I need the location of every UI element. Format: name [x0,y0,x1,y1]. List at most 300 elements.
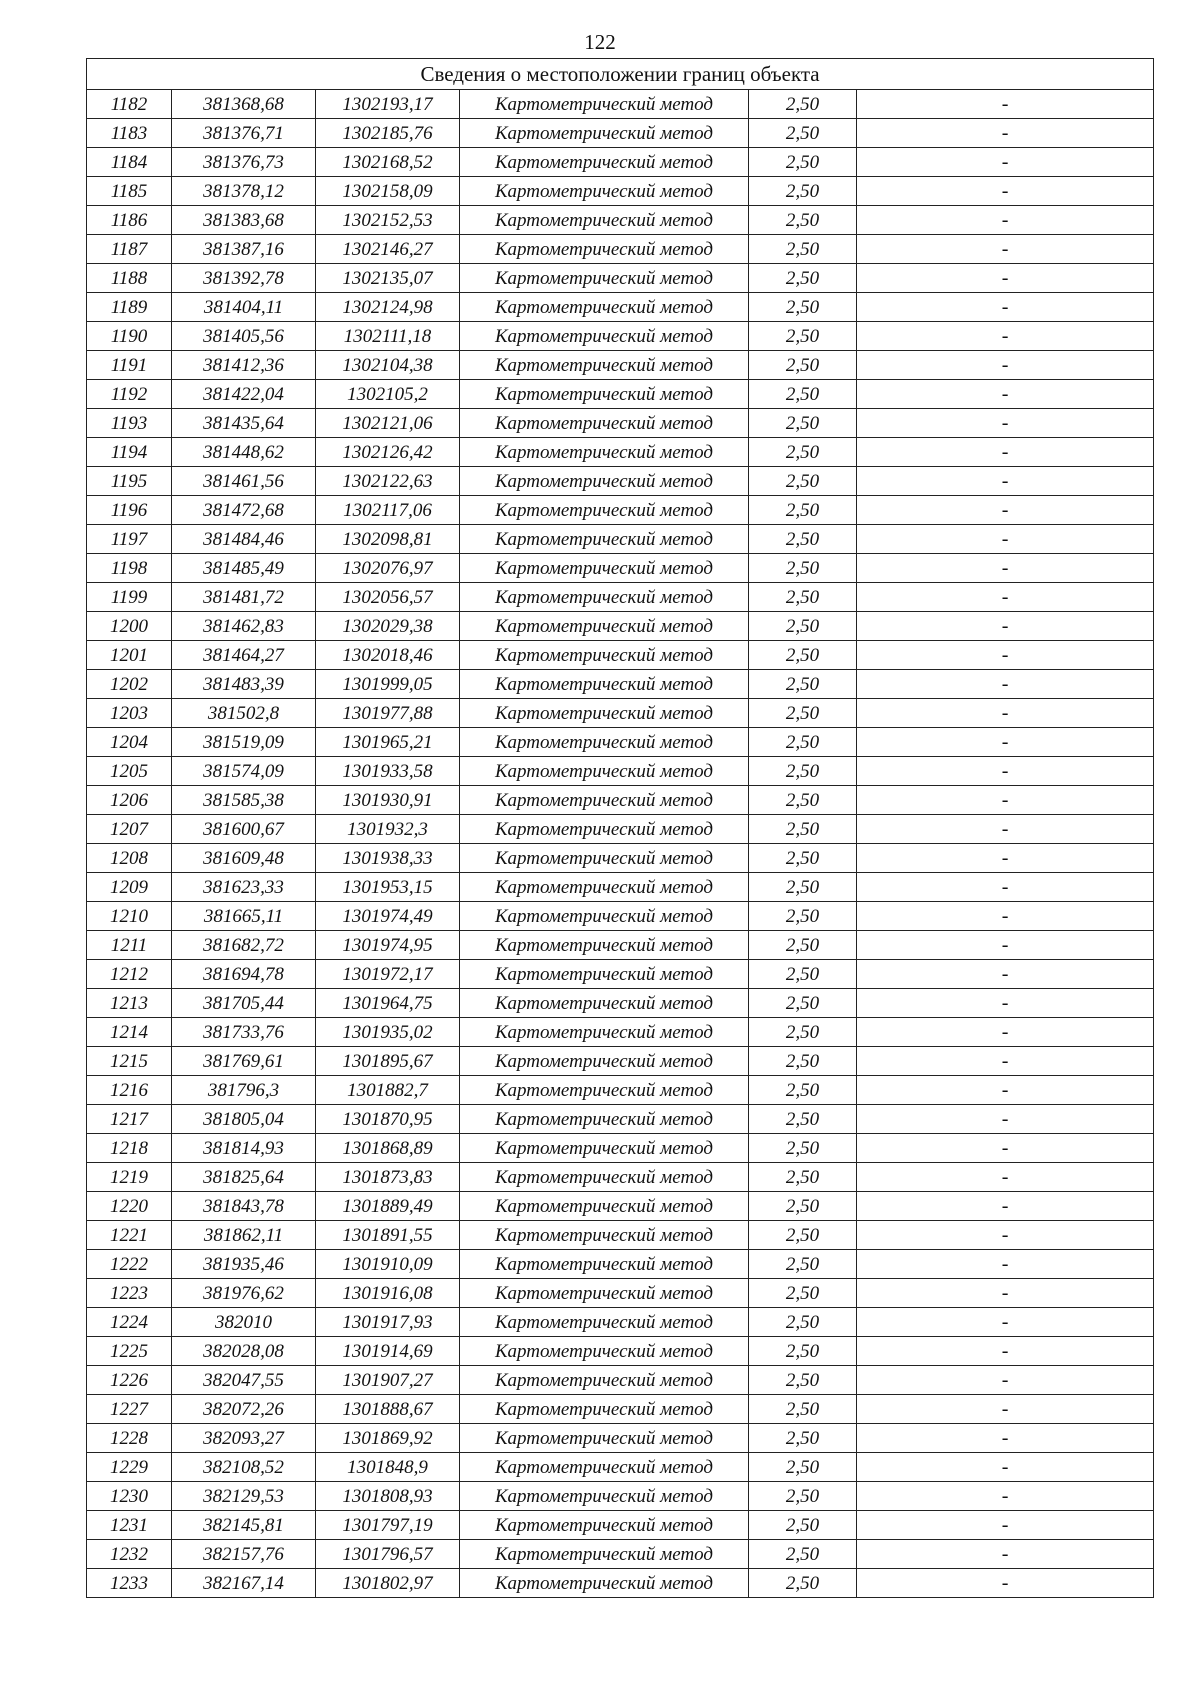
point-number-cell: 1222 [87,1250,172,1279]
x-coordinate-cell: 381502,8 [172,699,316,728]
method-cell: Картометрический метод [460,1395,749,1424]
x-coordinate-cell: 381422,04 [172,380,316,409]
table-row [87,554,1154,583]
x-coordinate-cell: 381769,61 [172,1047,316,1076]
y-coordinate-cell: 1301796,57 [316,1540,460,1569]
x-coordinate-cell: 381935,46 [172,1250,316,1279]
table-row [87,409,1154,438]
y-coordinate-cell: 1302185,76 [316,119,460,148]
point-number-cell: 1192 [87,380,172,409]
x-coordinate-cell: 381519,09 [172,728,316,757]
y-coordinate-cell: 1302111,18 [316,322,460,351]
method-cell: Картометрический метод [460,960,749,989]
description-cell: - [857,699,1154,728]
x-coordinate-cell: 381862,11 [172,1221,316,1250]
method-cell: Картометрический метод [460,467,749,496]
point-number-cell: 1198 [87,554,172,583]
y-coordinate-cell: 1302098,81 [316,525,460,554]
accuracy-cell: 2,50 [749,1047,857,1076]
accuracy-cell: 2,50 [749,1308,857,1337]
y-coordinate-cell: 1302105,2 [316,380,460,409]
description-cell: - [857,1482,1154,1511]
y-coordinate-cell: 1302124,98 [316,293,460,322]
method-cell: Картометрический метод [460,1540,749,1569]
table-row [87,1279,1154,1308]
accuracy-cell: 2,50 [749,1134,857,1163]
description-cell: - [857,438,1154,467]
description-cell: - [857,1192,1154,1221]
method-cell: Картометрический метод [460,1424,749,1453]
table-title-row [87,59,1154,90]
table-row [87,1076,1154,1105]
table-row [87,525,1154,554]
accuracy-cell: 2,50 [749,525,857,554]
y-coordinate-cell: 1302104,38 [316,351,460,380]
accuracy-cell: 2,50 [749,1279,857,1308]
description-cell: - [857,1366,1154,1395]
description-cell: - [857,786,1154,815]
accuracy-cell: 2,50 [749,844,857,873]
method-cell: Картометрический метод [460,1047,749,1076]
x-coordinate-cell: 381484,46 [172,525,316,554]
description-cell: - [857,757,1154,786]
x-coordinate-cell: 381600,67 [172,815,316,844]
y-coordinate-cell: 1302076,97 [316,554,460,583]
table-row [87,931,1154,960]
accuracy-cell: 2,50 [749,1076,857,1105]
boundary-coordinates-table [86,58,1154,1598]
method-cell: Картометрический метод [460,1250,749,1279]
description-cell: - [857,293,1154,322]
accuracy-cell: 2,50 [749,1366,857,1395]
accuracy-cell: 2,50 [749,583,857,612]
method-cell: Картометрический метод [460,931,749,960]
x-coordinate-cell: 382010 [172,1308,316,1337]
description-cell: - [857,1337,1154,1366]
method-cell: Картометрический метод [460,1279,749,1308]
description-cell: - [857,844,1154,873]
method-cell: Картометрический метод [460,264,749,293]
table-row [87,1366,1154,1395]
method-cell: Картометрический метод [460,1308,749,1337]
x-coordinate-cell: 382093,27 [172,1424,316,1453]
description-cell: - [857,1076,1154,1105]
table-row [87,960,1154,989]
y-coordinate-cell: 1301916,08 [316,1279,460,1308]
y-coordinate-cell: 1302029,38 [316,612,460,641]
x-coordinate-cell: 382047,55 [172,1366,316,1395]
description-cell: - [857,1424,1154,1453]
accuracy-cell: 2,50 [749,409,857,438]
table-row [87,1395,1154,1424]
accuracy-cell: 2,50 [749,1453,857,1482]
y-coordinate-cell: 1301868,89 [316,1134,460,1163]
x-coordinate-cell: 382108,52 [172,1453,316,1482]
method-cell: Картометрический метод [460,554,749,583]
y-coordinate-cell: 1301917,93 [316,1308,460,1337]
point-number-cell: 1191 [87,351,172,380]
table-row [87,206,1154,235]
point-number-cell: 1212 [87,960,172,989]
point-number-cell: 1186 [87,206,172,235]
y-coordinate-cell: 1301977,88 [316,699,460,728]
y-coordinate-cell: 1301889,49 [316,1192,460,1221]
y-coordinate-cell: 1301935,02 [316,1018,460,1047]
description-cell: - [857,235,1154,264]
point-number-cell: 1197 [87,525,172,554]
accuracy-cell: 2,50 [749,1395,857,1424]
accuracy-cell: 2,50 [749,1540,857,1569]
table-row [87,1221,1154,1250]
x-coordinate-cell: 381378,12 [172,177,316,206]
method-cell: Картометрический метод [460,641,749,670]
x-coordinate-cell: 382129,53 [172,1482,316,1511]
table-row [87,1337,1154,1366]
method-cell: Картометрический метод [460,757,749,786]
method-cell: Картометрический метод [460,496,749,525]
method-cell: Картометрический метод [460,844,749,873]
point-number-cell: 1190 [87,322,172,351]
description-cell: - [857,467,1154,496]
accuracy-cell: 2,50 [749,235,857,264]
point-number-cell: 1227 [87,1395,172,1424]
table-row [87,119,1154,148]
y-coordinate-cell: 1302146,27 [316,235,460,264]
point-number-cell: 1211 [87,931,172,960]
x-coordinate-cell: 381392,78 [172,264,316,293]
x-coordinate-cell: 381412,36 [172,351,316,380]
table-row [87,1308,1154,1337]
method-cell: Картометрический метод [460,612,749,641]
table-row [87,757,1154,786]
y-coordinate-cell: 1301938,33 [316,844,460,873]
description-cell: - [857,960,1154,989]
accuracy-cell: 2,50 [749,815,857,844]
description-cell: - [857,380,1154,409]
table-row [87,641,1154,670]
table-row [87,989,1154,1018]
point-number-cell: 1184 [87,148,172,177]
y-coordinate-cell: 1301974,49 [316,902,460,931]
point-number-cell: 1231 [87,1511,172,1540]
x-coordinate-cell: 381376,71 [172,119,316,148]
method-cell: Картометрический метод [460,1163,749,1192]
accuracy-cell: 2,50 [749,351,857,380]
description-cell: - [857,641,1154,670]
table-row [87,438,1154,467]
point-number-cell: 1219 [87,1163,172,1192]
x-coordinate-cell: 381376,73 [172,148,316,177]
y-coordinate-cell: 1301882,7 [316,1076,460,1105]
accuracy-cell: 2,50 [749,1424,857,1453]
description-cell: - [857,90,1154,119]
table-row [87,1105,1154,1134]
method-cell: Картометрический метод [460,1221,749,1250]
x-coordinate-cell: 381705,44 [172,989,316,1018]
point-number-cell: 1188 [87,264,172,293]
method-cell: Картометрический метод [460,1569,749,1598]
x-coordinate-cell: 381405,56 [172,322,316,351]
point-number-cell: 1220 [87,1192,172,1221]
method-cell: Картометрический метод [460,351,749,380]
accuracy-cell: 2,50 [749,554,857,583]
y-coordinate-cell: 1302056,57 [316,583,460,612]
method-cell: Картометрический метод [460,728,749,757]
table-row [87,380,1154,409]
description-cell: - [857,1453,1154,1482]
point-number-cell: 1228 [87,1424,172,1453]
accuracy-cell: 2,50 [749,1192,857,1221]
accuracy-cell: 2,50 [749,1511,857,1540]
x-coordinate-cell: 381585,38 [172,786,316,815]
accuracy-cell: 2,50 [749,902,857,931]
description-cell: - [857,931,1154,960]
table-row [87,90,1154,119]
description-cell: - [857,1250,1154,1279]
point-number-cell: 1204 [87,728,172,757]
y-coordinate-cell: 1302121,06 [316,409,460,438]
table-row [87,873,1154,902]
y-coordinate-cell: 1301873,83 [316,1163,460,1192]
table-row [87,1511,1154,1540]
x-coordinate-cell: 381843,78 [172,1192,316,1221]
accuracy-cell: 2,50 [749,757,857,786]
accuracy-cell: 2,50 [749,1105,857,1134]
description-cell: - [857,496,1154,525]
y-coordinate-cell: 1301907,27 [316,1366,460,1395]
y-coordinate-cell: 1301999,05 [316,670,460,699]
method-cell: Картометрический метод [460,380,749,409]
y-coordinate-cell: 1302126,42 [316,438,460,467]
method-cell: Картометрический метод [460,177,749,206]
method-cell: Картометрический метод [460,1366,749,1395]
description-cell: - [857,119,1154,148]
y-coordinate-cell: 1302117,06 [316,496,460,525]
accuracy-cell: 2,50 [749,670,857,699]
y-coordinate-cell: 1301914,69 [316,1337,460,1366]
method-cell: Картометрический метод [460,1076,749,1105]
point-number-cell: 1208 [87,844,172,873]
point-number-cell: 1185 [87,177,172,206]
method-cell: Картометрический метод [460,1018,749,1047]
point-number-cell: 1203 [87,699,172,728]
description-cell: - [857,902,1154,931]
description-cell: - [857,525,1154,554]
point-number-cell: 1189 [87,293,172,322]
x-coordinate-cell: 381448,62 [172,438,316,467]
table-row [87,1192,1154,1221]
description-cell: - [857,264,1154,293]
point-number-cell: 1214 [87,1018,172,1047]
accuracy-cell: 2,50 [749,786,857,815]
method-cell: Картометрический метод [460,989,749,1018]
x-coordinate-cell: 381814,93 [172,1134,316,1163]
accuracy-cell: 2,50 [749,1221,857,1250]
accuracy-cell: 2,50 [749,119,857,148]
point-number-cell: 1200 [87,612,172,641]
y-coordinate-cell: 1301972,17 [316,960,460,989]
table-row [87,1134,1154,1163]
description-cell: - [857,1511,1154,1540]
accuracy-cell: 2,50 [749,699,857,728]
y-coordinate-cell: 1302158,09 [316,177,460,206]
table-row [87,844,1154,873]
table-row [87,1453,1154,1482]
x-coordinate-cell: 381435,64 [172,409,316,438]
description-cell: - [857,1163,1154,1192]
description-cell: - [857,873,1154,902]
description-cell: - [857,1279,1154,1308]
point-number-cell: 1216 [87,1076,172,1105]
point-number-cell: 1199 [87,583,172,612]
method-cell: Картометрический метод [460,699,749,728]
description-cell: - [857,351,1154,380]
description-cell: - [857,1569,1154,1598]
accuracy-cell: 2,50 [749,148,857,177]
table-title: Сведения о местоположении границ объекта [87,59,1154,90]
y-coordinate-cell: 1301974,95 [316,931,460,960]
table-row [87,786,1154,815]
x-coordinate-cell: 381462,83 [172,612,316,641]
table-row [87,235,1154,264]
table-row [87,1424,1154,1453]
x-coordinate-cell: 381609,48 [172,844,316,873]
description-cell: - [857,1540,1154,1569]
x-coordinate-cell: 381368,68 [172,90,316,119]
point-number-cell: 1195 [87,467,172,496]
description-cell: - [857,728,1154,757]
method-cell: Картометрический метод [460,206,749,235]
x-coordinate-cell: 381623,33 [172,873,316,902]
accuracy-cell: 2,50 [749,264,857,293]
description-cell: - [857,554,1154,583]
point-number-cell: 1233 [87,1569,172,1598]
method-cell: Картометрический метод [460,90,749,119]
point-number-cell: 1210 [87,902,172,931]
method-cell: Картометрический метод [460,293,749,322]
description-cell: - [857,670,1154,699]
y-coordinate-cell: 1301802,97 [316,1569,460,1598]
method-cell: Картометрический метод [460,322,749,351]
table-row [87,467,1154,496]
point-number-cell: 1226 [87,1366,172,1395]
point-number-cell: 1196 [87,496,172,525]
method-cell: Картометрический метод [460,1511,749,1540]
x-coordinate-cell: 381733,76 [172,1018,316,1047]
table-row [87,583,1154,612]
table-row [87,177,1154,206]
point-number-cell: 1205 [87,757,172,786]
point-number-cell: 1209 [87,873,172,902]
point-number-cell: 1206 [87,786,172,815]
y-coordinate-cell: 1302168,52 [316,148,460,177]
x-coordinate-cell: 381682,72 [172,931,316,960]
x-coordinate-cell: 381825,64 [172,1163,316,1192]
table-row [87,699,1154,728]
y-coordinate-cell: 1302152,53 [316,206,460,235]
method-cell: Картометрический метод [460,1337,749,1366]
description-cell: - [857,1134,1154,1163]
method-cell: Картометрический метод [460,438,749,467]
x-coordinate-cell: 382167,14 [172,1569,316,1598]
point-number-cell: 1187 [87,235,172,264]
point-number-cell: 1193 [87,409,172,438]
x-coordinate-cell: 381481,72 [172,583,316,612]
x-coordinate-cell: 382145,81 [172,1511,316,1540]
method-cell: Картометрический метод [460,1453,749,1482]
table-row [87,322,1154,351]
description-cell: - [857,1018,1154,1047]
x-coordinate-cell: 381796,3 [172,1076,316,1105]
x-coordinate-cell: 381574,09 [172,757,316,786]
y-coordinate-cell: 1302122,63 [316,467,460,496]
description-cell: - [857,322,1154,351]
point-number-cell: 1207 [87,815,172,844]
method-cell: Картометрический метод [460,902,749,931]
x-coordinate-cell: 381483,39 [172,670,316,699]
point-number-cell: 1232 [87,1540,172,1569]
x-coordinate-cell: 381485,49 [172,554,316,583]
method-cell: Картометрический метод [460,815,749,844]
method-cell: Картометрический метод [460,148,749,177]
method-cell: Картометрический метод [460,235,749,264]
y-coordinate-cell: 1302193,17 [316,90,460,119]
description-cell: - [857,612,1154,641]
description-cell: - [857,1308,1154,1337]
accuracy-cell: 2,50 [749,612,857,641]
table-row [87,496,1154,525]
x-coordinate-cell: 381472,68 [172,496,316,525]
method-cell: Картометрический метод [460,1105,749,1134]
accuracy-cell: 2,50 [749,438,857,467]
point-number-cell: 1218 [87,1134,172,1163]
y-coordinate-cell: 1301895,67 [316,1047,460,1076]
accuracy-cell: 2,50 [749,322,857,351]
method-cell: Картометрический метод [460,1134,749,1163]
y-coordinate-cell: 1301869,92 [316,1424,460,1453]
x-coordinate-cell: 381387,16 [172,235,316,264]
table-row [87,293,1154,322]
y-coordinate-cell: 1301964,75 [316,989,460,1018]
y-coordinate-cell: 1301930,91 [316,786,460,815]
x-coordinate-cell: 381383,68 [172,206,316,235]
point-number-cell: 1213 [87,989,172,1018]
method-cell: Картометрический метод [460,409,749,438]
description-cell: - [857,1105,1154,1134]
description-cell: - [857,177,1154,206]
x-coordinate-cell: 381665,11 [172,902,316,931]
point-number-cell: 1221 [87,1221,172,1250]
x-coordinate-cell: 381976,62 [172,1279,316,1308]
method-cell: Картометрический метод [460,583,749,612]
accuracy-cell: 2,50 [749,177,857,206]
accuracy-cell: 2,50 [749,380,857,409]
x-coordinate-cell: 381805,04 [172,1105,316,1134]
method-cell: Картометрический метод [460,873,749,902]
accuracy-cell: 2,50 [749,496,857,525]
point-number-cell: 1230 [87,1482,172,1511]
method-cell: Картометрический метод [460,525,749,554]
y-coordinate-cell: 1301797,19 [316,1511,460,1540]
accuracy-cell: 2,50 [749,1569,857,1598]
description-cell: - [857,583,1154,612]
table-body [87,90,1154,1598]
table-row [87,902,1154,931]
accuracy-cell: 2,50 [749,1337,857,1366]
accuracy-cell: 2,50 [749,1250,857,1279]
point-number-cell: 1217 [87,1105,172,1134]
method-cell: Картометрический метод [460,670,749,699]
